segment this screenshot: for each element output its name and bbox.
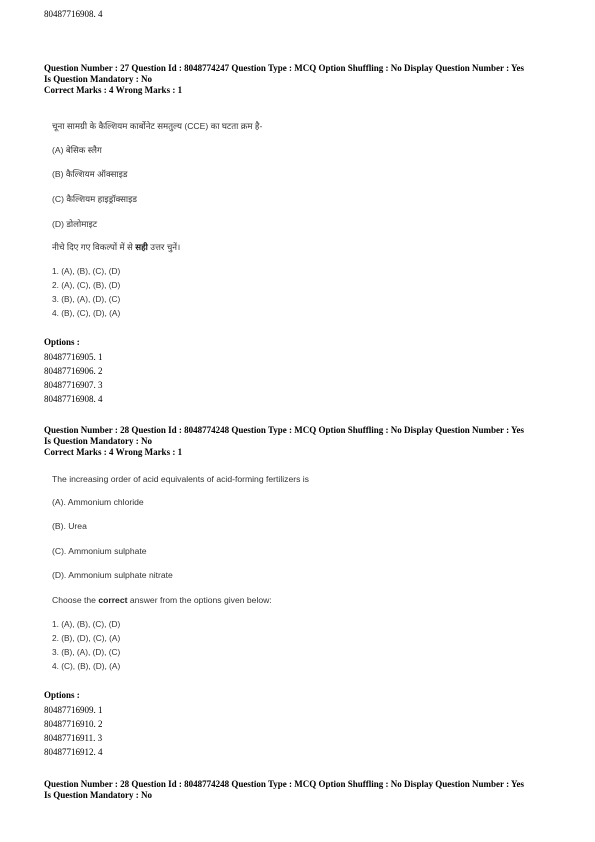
q28-item-a: (A). Ammonium chloride xyxy=(52,497,144,507)
q28b-header-line1: Question Number : 28 Question Id : 8048774248 Question Type : MCQ Option Shuffling : No Display Question Number : Yes xyxy=(44,779,525,789)
q28-item-d: (D). Ammonium sulphate nitrate xyxy=(52,570,173,580)
q28-instruction-pre: Choose the xyxy=(52,595,99,605)
q28-header-line1: Question Number : 28 Question Id : 8048774248 Question Type : MCQ Option Shuffling : No Display Question Number : Yes xyxy=(44,425,525,435)
q27-option-3: 80487716907. 3 xyxy=(44,380,103,390)
q28-choice-2: 2. (B), (D), (C), (A) xyxy=(52,633,121,643)
q27-item-b: (B) कैल्शियम ऑक्साइड xyxy=(52,169,128,179)
q28-choice-4: 4. (C), (B), (D), (A) xyxy=(52,661,121,671)
q28-question-text: The increasing order of acid equivalents of acid-forming fertilizers is xyxy=(52,474,309,484)
q28-header-line2: Is Question Mandatory : No xyxy=(44,436,153,446)
q27-choice-3: 3. (B), (A), (D), (C) xyxy=(52,294,121,304)
q27-instruction-pre: नीचे दिए गए विकल्पों में से xyxy=(52,242,136,252)
q28-option-4: 80487716912. 4 xyxy=(44,747,103,757)
q27-choice-1: 1. (A), (B), (C), (D) xyxy=(52,266,121,276)
q28b-header-line2: Is Question Mandatory : No xyxy=(44,790,153,800)
q27-instruction xyxy=(52,241,180,253)
q28-choice-3: 3. (B), (A), (D), (C) xyxy=(52,647,121,657)
q27-item-a: (A) बेसिक स्लैग xyxy=(52,145,102,155)
q27-item-c: (C) कैल्शियम हाइड्रॉक्साइड xyxy=(52,194,137,204)
q27-instruction-post: उत्तर चुनें। xyxy=(147,242,181,252)
q28-item-c: (C). Ammonium sulphate xyxy=(52,546,147,556)
q28-choice-1: 1. (A), (B), (C), (D) xyxy=(52,619,121,629)
q28-instruction xyxy=(52,595,272,605)
q28-option-3: 80487716911. 3 xyxy=(44,733,103,743)
q27-option-4: 80487716908. 4 xyxy=(44,394,103,404)
q28-options-title: Options : xyxy=(44,690,80,700)
q27-choice-4: 4. (B), (C), (D), (A) xyxy=(52,308,121,318)
q27-header-line3: Correct Marks : 4 Wrong Marks : 1 xyxy=(44,85,183,95)
q27-item-d: (D) डोलोमाइट xyxy=(52,219,98,229)
top-option-id: 80487716908. 4 xyxy=(44,9,103,19)
q28-item-b: (B). Urea xyxy=(52,521,87,531)
q28-header-line3: Correct Marks : 4 Wrong Marks : 1 xyxy=(44,447,183,457)
q28-option-1: 80487716909. 1 xyxy=(44,705,103,715)
q27-option-2: 80487716906. 2 xyxy=(44,366,103,376)
q28-instruction-post: answer from the options given below: xyxy=(127,595,272,605)
q28-option-2: 80487716910. 2 xyxy=(44,719,103,729)
q27-header-line2: Is Question Mandatory : No xyxy=(44,74,153,84)
q28-instruction-bold: correct xyxy=(98,595,128,605)
q27-question-text: चूना सामग्री के कैल्शियम कार्बोनेट समतुल्य (CCE) का घटता क्रम है- xyxy=(52,121,263,131)
q27-choice-2: 2. (A), (C), (B), (D) xyxy=(52,280,121,290)
q27-header-line1: Question Number : 27 Question Id : 8048774247 Question Type : MCQ Option Shuffling : No Display Question Number : Yes xyxy=(44,63,525,73)
q27-options-title: Options : xyxy=(44,337,80,347)
q27-instruction-bold: सही xyxy=(135,242,148,252)
q27-option-1: 80487716905. 1 xyxy=(44,352,103,362)
